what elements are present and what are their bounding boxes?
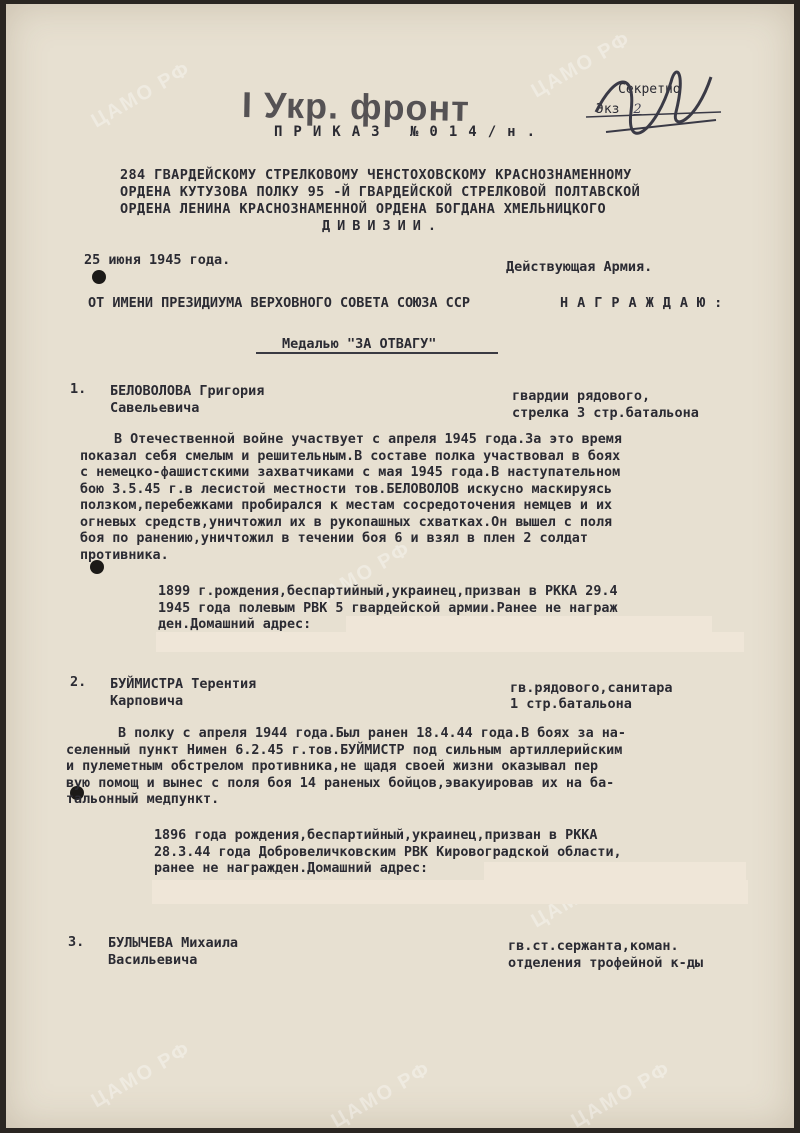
watermark: ЦАМО РФ [327,1057,435,1133]
entry-name: БУЙМИСТРА Терентия [110,676,257,692]
order-date: 25 июня 1945 года. [84,252,231,268]
entry-number: 2. [70,674,87,690]
text-line: тальонный медпункт. [66,792,220,807]
bio-line: 28.3.44 года Добровеличковским РВК Кировоградской области, [154,844,622,860]
secret-label: Секретно [618,82,681,97]
watermark: ЦАМО РФ [87,1037,195,1113]
order-location: Действующая Армия. [506,259,653,275]
bio-line: 1945 года полевым РВК 5 гвардейской армии.Ранее не награж [158,600,618,616]
document-page [6,4,794,1133]
front-stamp: I Укр. фронт [241,84,471,129]
bio-line: 1899 г.рождения,беспартийный,украинец,призван в РККА 29.4 [158,584,618,599]
bio-line: ранее не награжден.Домашний адрес: [154,861,429,876]
text-line: вую помощ и вынес с поля боя 14 раненых бойцов,эвакуировав их на ба- [66,775,615,791]
entry-number: 3. [68,934,85,950]
entry-name: БЕЛОВОЛОВА Григория [110,383,265,399]
unit-line: 284 ГВАРДЕЙСКОМУ СТРЕЛКОВОМУ ЧЕНСТОХОВСКОМУ КРАСНОЗНАМЕННОМУ [120,167,632,183]
address-redaction [152,880,748,904]
text-line: и пулеметным обстрелом противника,не щадя своей жизни оказывал пер [66,759,599,774]
entry-name-patronymic: Васильевича [108,952,198,968]
entry-rank-position: стрелка 3 стр.батальона [512,405,699,421]
entry-number: 1. [70,381,87,397]
text-line: селенный пункт Нимен 6.2.45 г.тов.БУЙМИСТР под сильным артиллерийским [66,742,623,758]
entry-name-patronymic: Карповича [110,693,184,709]
address-redaction [156,632,744,652]
bio-line: ден.Домашний адрес: [158,617,312,632]
text-line: В Отечественной войне участвует с апреля 1945 года.За это время [114,432,622,447]
entry-rank-position: 1 стр.батальона [510,696,632,712]
text-line: огневых средств,уничтожил их в рукопашных схватках.Он вышел с поля [80,514,613,530]
watermark: ЦАМО РФ [87,57,195,133]
punch-hole [92,270,106,284]
text-line: показал себя смелым и решительным.В составе полка участвовал в боях [80,448,621,464]
watermark: ЦАМО РФ [527,27,635,103]
unit-line: ОРДЕНА ЛЕНИНА КРАСНОЗНАМЕННОЙ ОРДЕНА БОГДАНА ХМЕЛЬНИЦКОГО [120,201,607,217]
handwritten-mark [576,52,726,142]
medal-name: Медалью "ЗА ОТВАГУ" [282,336,437,352]
unit-line: ОРДЕНА КУТУЗОВА ПОЛКУ 95 -Й ГВАРДЕЙСКОЙ СТРЕЛКОВОЙ ПОЛТАВСКОЙ [120,184,641,200]
text-line: с немецко-фашистскими захватчиками с мая 1945 года.В наступательном [80,465,621,480]
text-line: боя по ранению,уничтожил в течении боя 6 и взял в плен 2 солдат [80,531,588,546]
entry-name-patronymic: Савельевича [110,400,200,416]
copy-label-text: Экз [596,102,620,117]
entry-name: БУЛЫЧЕВА Михаила [108,935,239,951]
watermark: ЦАМО РФ [567,1057,675,1133]
copy-number: 2 [633,102,642,117]
medal-underline [256,352,498,354]
watermark: ЦАМО РФ [307,537,415,613]
award-verb: НАГРАЖДАЮ: [560,295,732,311]
entry-rank: гвардии рядового, [512,388,651,404]
order-title: ПРИКАЗ №014/н. [274,124,547,140]
entry-description [80,432,622,564]
entry-rank-position: отделения трофейной к-ды [508,955,704,971]
unit-line: ДИВИЗИИ. [322,218,444,234]
entry-rank: гв.ст.сержанта,коман. [508,938,679,954]
entry-rank: гв.рядового,санитара [510,680,673,696]
text-line: противника. [80,547,169,563]
text-line: В полку с апреля 1944 года.Был ранен 18.4.44 года.В боях за на- [118,726,626,741]
text-line: ползком,перебежками пробирался к местам сосредоточения немцев и их [80,498,613,513]
bio-line: 1896 года рождения,беспартийный,украинец,призван в РККА [154,828,598,843]
decree-line: ОТ ИМЕНИ ПРЕЗИДИУМА ВЕРХОВНОГО СОВЕТА СОЮЗА ССР [88,295,471,311]
entry-description [66,726,626,809]
text-line: бою 3.5.45 г.в лесистой местности тов.БЕЛОВОЛОВ искусно маскируясь [80,481,613,497]
